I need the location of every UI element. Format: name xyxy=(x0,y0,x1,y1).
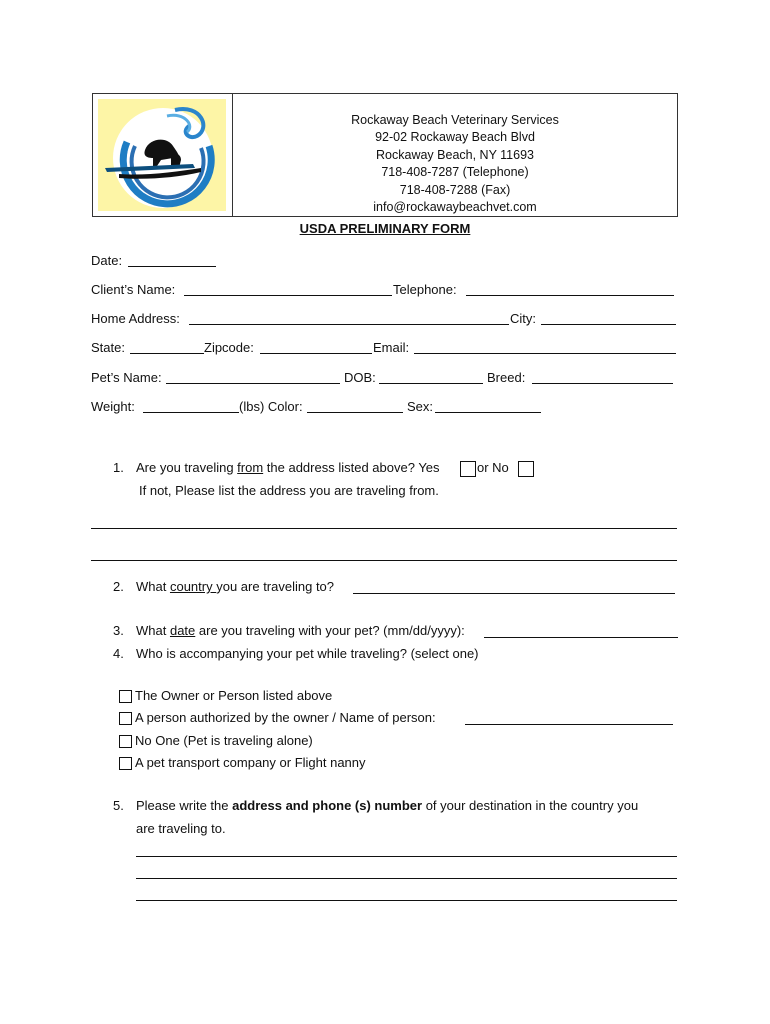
q5-text-line2: are traveling to. xyxy=(136,821,226,836)
q1-text xyxy=(136,460,440,475)
q1-subtext: If not, Please list the address you are traveling from. xyxy=(139,483,439,498)
q4-option-transport-label: A pet transport company or Flight nanny xyxy=(135,755,366,770)
color-label: (lbs) Color: xyxy=(239,399,303,414)
q2-country-field[interactable] xyxy=(353,593,675,594)
pet-name-label: Pet’s Name: xyxy=(91,370,162,385)
q4-option-transport-checkbox[interactable] xyxy=(119,757,132,770)
pet-name-field[interactable] xyxy=(166,383,340,384)
q5-text-bold: address and phone (s) number xyxy=(232,798,423,813)
color-field[interactable] xyxy=(307,412,403,413)
sex-field[interactable] xyxy=(435,412,541,413)
q4-text: Who is accompanying your pet while traveling? (select one) xyxy=(136,646,479,661)
dob-field[interactable] xyxy=(379,383,483,384)
q2-number: 2. xyxy=(113,579,124,594)
q4-option-owner-checkbox[interactable] xyxy=(119,690,132,703)
clinic-logo xyxy=(105,102,223,210)
clinic-info xyxy=(233,112,677,216)
clinic-header xyxy=(92,93,678,217)
q4-option-alone-label: No One (Pet is traveling alone) xyxy=(135,733,313,748)
q4-number: 4. xyxy=(113,646,124,661)
q2-text-underlined: country xyxy=(169,579,217,594)
q5-destination-line-3[interactable] xyxy=(136,900,677,901)
clinic-address-line1: 92-02 Rockaway Beach Blvd xyxy=(375,130,535,145)
q3-text-pre: What xyxy=(136,623,170,638)
q5-text-pre: Please write the xyxy=(136,798,233,813)
home-address-field[interactable] xyxy=(189,324,509,325)
telephone-label: Telephone: xyxy=(393,282,457,297)
breed-field[interactable] xyxy=(532,383,673,384)
q1-yes-checkbox[interactable] xyxy=(460,461,476,477)
q1-number: 1. xyxy=(113,460,124,475)
city-label: City: xyxy=(510,311,536,326)
q5-text-post: of your destination in the country you xyxy=(422,798,639,813)
q3-text xyxy=(136,623,465,638)
q5-destination-line-2[interactable] xyxy=(136,878,677,879)
q5-destination-line-1[interactable] xyxy=(136,856,677,857)
logo-cell xyxy=(93,94,233,216)
q1-or-no-label: or No xyxy=(477,460,509,475)
q1-address-line-2[interactable] xyxy=(91,560,677,561)
q4-authorized-name-field[interactable] xyxy=(465,724,673,725)
q4-option-owner-label: The Owner or Person listed above xyxy=(135,688,333,703)
q1-address-line-1[interactable] xyxy=(91,528,677,529)
q2-text-pre: What xyxy=(136,579,170,594)
state-label: State: xyxy=(91,340,125,355)
home-address-label: Home Address: xyxy=(91,311,180,326)
breed-label: Breed: xyxy=(487,370,526,385)
q4-option-authorized-checkbox[interactable] xyxy=(119,712,132,725)
q1-no-checkbox[interactable] xyxy=(518,461,534,477)
q4-option-alone-checkbox[interactable] xyxy=(119,735,132,748)
email-label: Email: xyxy=(373,340,410,355)
clinic-name: Rockaway Beach Veterinary Services xyxy=(351,113,559,127)
date-field[interactable] xyxy=(128,266,216,267)
client-name-field[interactable] xyxy=(184,295,392,296)
client-name-label: Client’s Name: xyxy=(91,282,176,297)
state-field[interactable] xyxy=(130,353,204,354)
weight-label: Weight: xyxy=(91,399,135,414)
zipcode-field[interactable] xyxy=(260,353,372,354)
clinic-fax: 718-408-7288 (Fax) xyxy=(399,182,511,197)
telephone-field[interactable] xyxy=(466,295,674,296)
q1-text-pre: Are you traveling xyxy=(136,460,238,475)
form-title: USDA PRELIMINARY FORM xyxy=(299,221,471,236)
q3-number: 3. xyxy=(113,623,124,638)
q5-text xyxy=(136,798,638,813)
dob-label: DOB: xyxy=(344,370,376,385)
q2-text xyxy=(136,579,334,594)
city-field[interactable] xyxy=(541,324,676,325)
q4-option-authorized-label: A person authorized by the owner / Name of person: xyxy=(135,710,436,725)
q3-text-post: are you traveling with your pet? (mm/dd/yyyy): xyxy=(195,623,465,638)
q5-number: 5. xyxy=(113,798,124,813)
date-label: Date: xyxy=(91,253,123,268)
zipcode-label: Zipcode: xyxy=(204,340,254,355)
q1-text-underlined: from xyxy=(237,460,264,475)
q3-date-field[interactable] xyxy=(484,637,678,638)
q1-text-post: the address listed above? Yes xyxy=(263,460,440,475)
q2-text-post: you are traveling to? xyxy=(216,579,335,594)
sex-label: Sex: xyxy=(407,399,434,414)
clinic-address-line2: Rockaway Beach, NY 11693 xyxy=(376,147,534,162)
clinic-telephone: 718-408-7287 (Telephone) xyxy=(381,165,529,180)
q3-text-underlined: date xyxy=(169,623,196,638)
clinic-email: info@rockawaybeachvet.com xyxy=(373,200,537,215)
weight-field[interactable] xyxy=(143,412,239,413)
email-field[interactable] xyxy=(414,353,676,354)
